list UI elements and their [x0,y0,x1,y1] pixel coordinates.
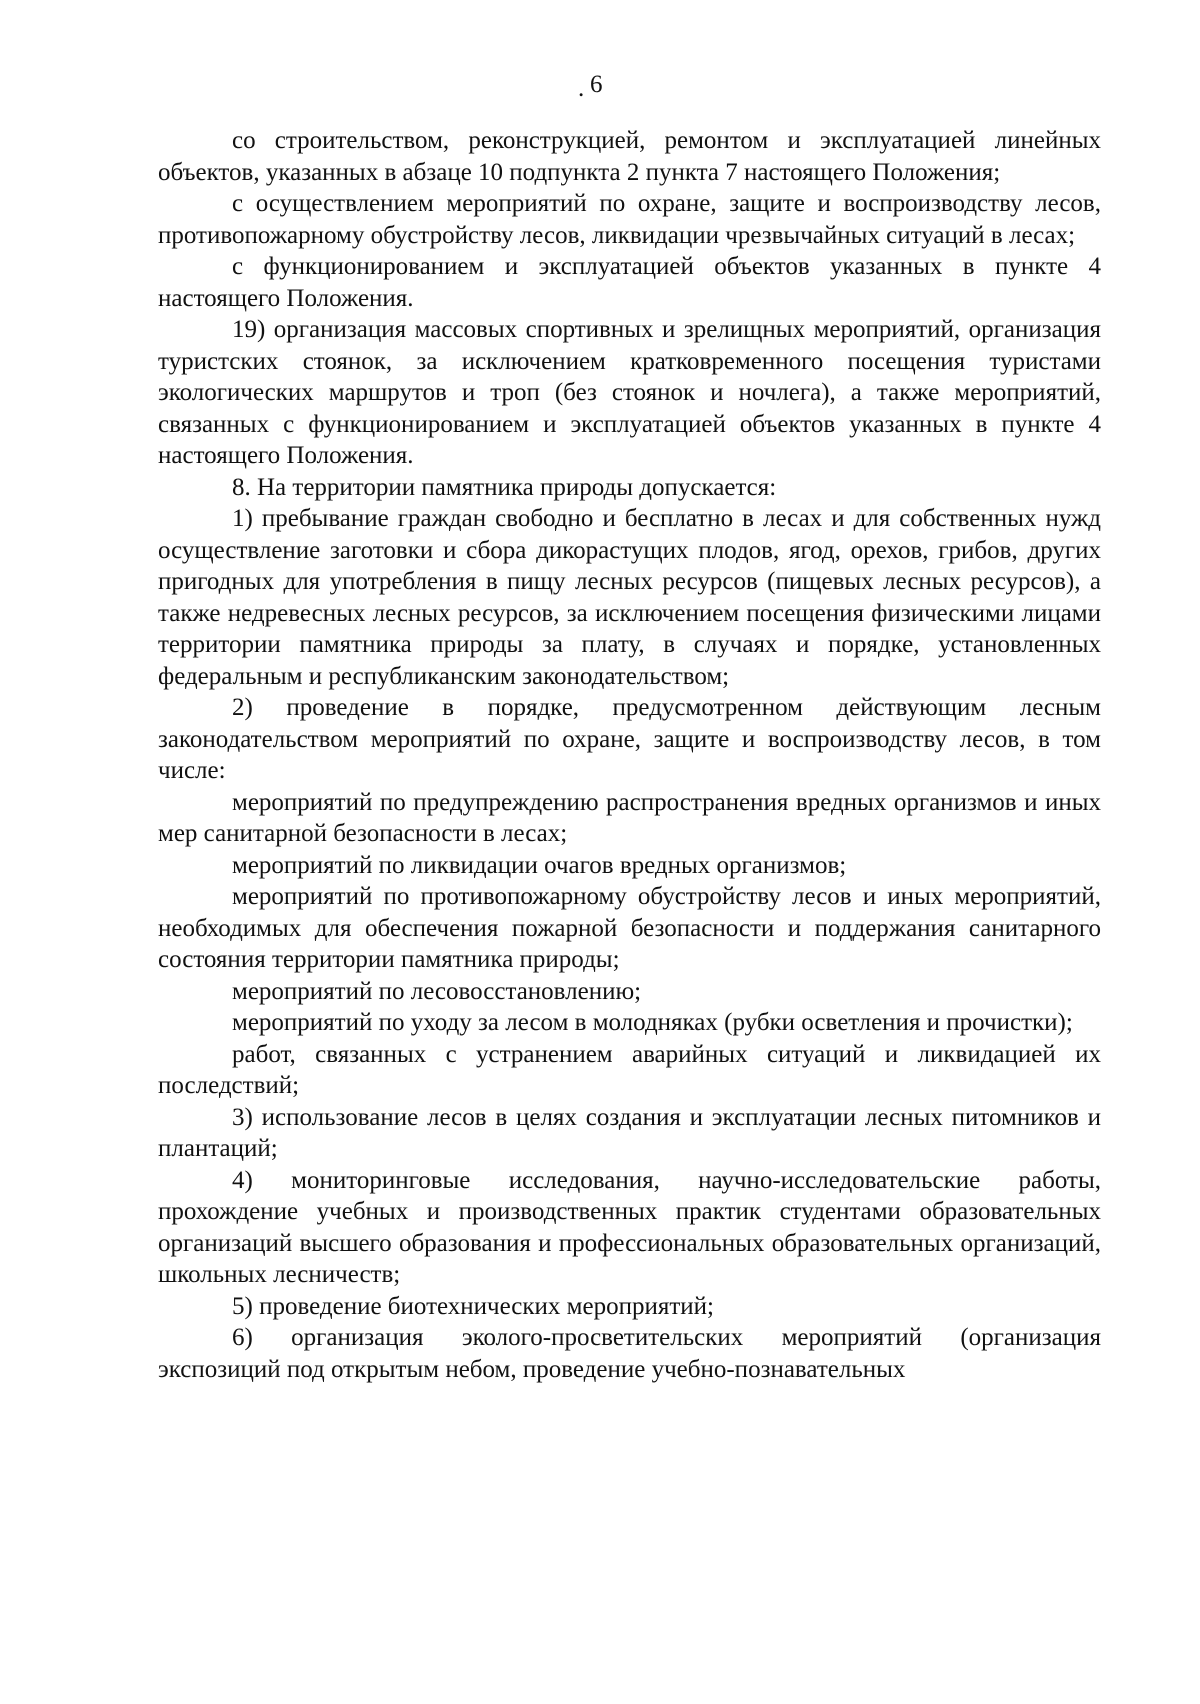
page-number-value: 6 [590,71,603,98]
paragraph: с функционированием и эксплуатацией объектов указанных в пункте 4 настоящего Положения. [158,253,1101,312]
document-body [158,125,1101,1385]
paragraph: со строительством, реконструкцией, ремонтом и эксплуатацией линейных объектов, указанных в абзаце 10 подпункта 2 пункта 7 настоящего Положения; [158,127,1101,186]
paragraph: 3) использование лесов в целях создания и эксплуатации лесных питомников и плантаций; [158,1103,1101,1162]
paragraph: 6) организация эколого-просветительских мероприятий (организация экспозиций под открытым небом, проведение учебно-познавательных [158,1324,1101,1383]
paragraph: мероприятий по уходу за лесом в молодняках (рубки осветления и прочистки); [232,1009,1073,1036]
paragraph: 19) организация массовых спортивных и зрелищных мероприятий, организация туристских стоянок, за исключением кратковременного посещения туристами экологических маршрутов и троп (без стоянок и ночлега), а также мероприятий, связанных с функционированием и эксплуатацией объектов указанных в пункте 4 настоящего Положения. [158,316,1101,469]
paragraph: мероприятий по противопожарному обустройству лесов и иных мероприятий, необходимых для обеспечения пожарной безопасности и поддержания санитарного состояния территории памятника природы; [158,883,1101,973]
page-number-mark: . [578,75,585,102]
paragraph: с осуществлением мероприятий по охране, защите и воспроизводству лесов, противопожарному обустройству лесов, ликвидации чрезвычайных ситуаций в лесах; [158,190,1101,249]
paragraph: 2) проведение в порядке, предусмотренном действующим лесным законодательством мероприятий по охране, защите и воспроизводству лесов, в том числе: [158,694,1101,784]
paragraph: 4) мониторинговые исследования, научно-исследовательские работы, прохождение учебных и производственных практик студентами образовательных организаций высшего образования и профессиональных образовательных организаций, школьных лесничеств; [158,1166,1101,1288]
paragraph: работ, связанных с устранением аварийных ситуаций и ликвидацией их последствий; [158,1040,1101,1099]
page-number [578,70,603,102]
paragraph: мероприятий по ликвидации очагов вредных организмов; [232,851,847,879]
paragraph: 8. На территории памятника природы допускается: [232,473,777,501]
paragraph: мероприятий по предупреждению распространения вредных организмов и иных мер санитарной безопасности в лесах; [158,788,1101,847]
paragraph: 5) проведение биотехнических мероприятий; [232,1292,714,1320]
paragraph: мероприятий по лесовосстановлению; [232,977,642,1005]
paragraph: 1) пребывание граждан свободно и бесплатно в лесах и для собственных нужд осуществление заготовки и сбора дикорастущих плодов, ягод, орехов, грибов, других пригодных для употребления в пищу лесных ресурсов (пищевых лесных ресурсов), а также недревесных лесных ресурсов, за исключением посещения физическими лицами территории памятника природы за плату, в случаях и порядке, установленных федеральным и республиканским законодательством; [158,505,1101,690]
